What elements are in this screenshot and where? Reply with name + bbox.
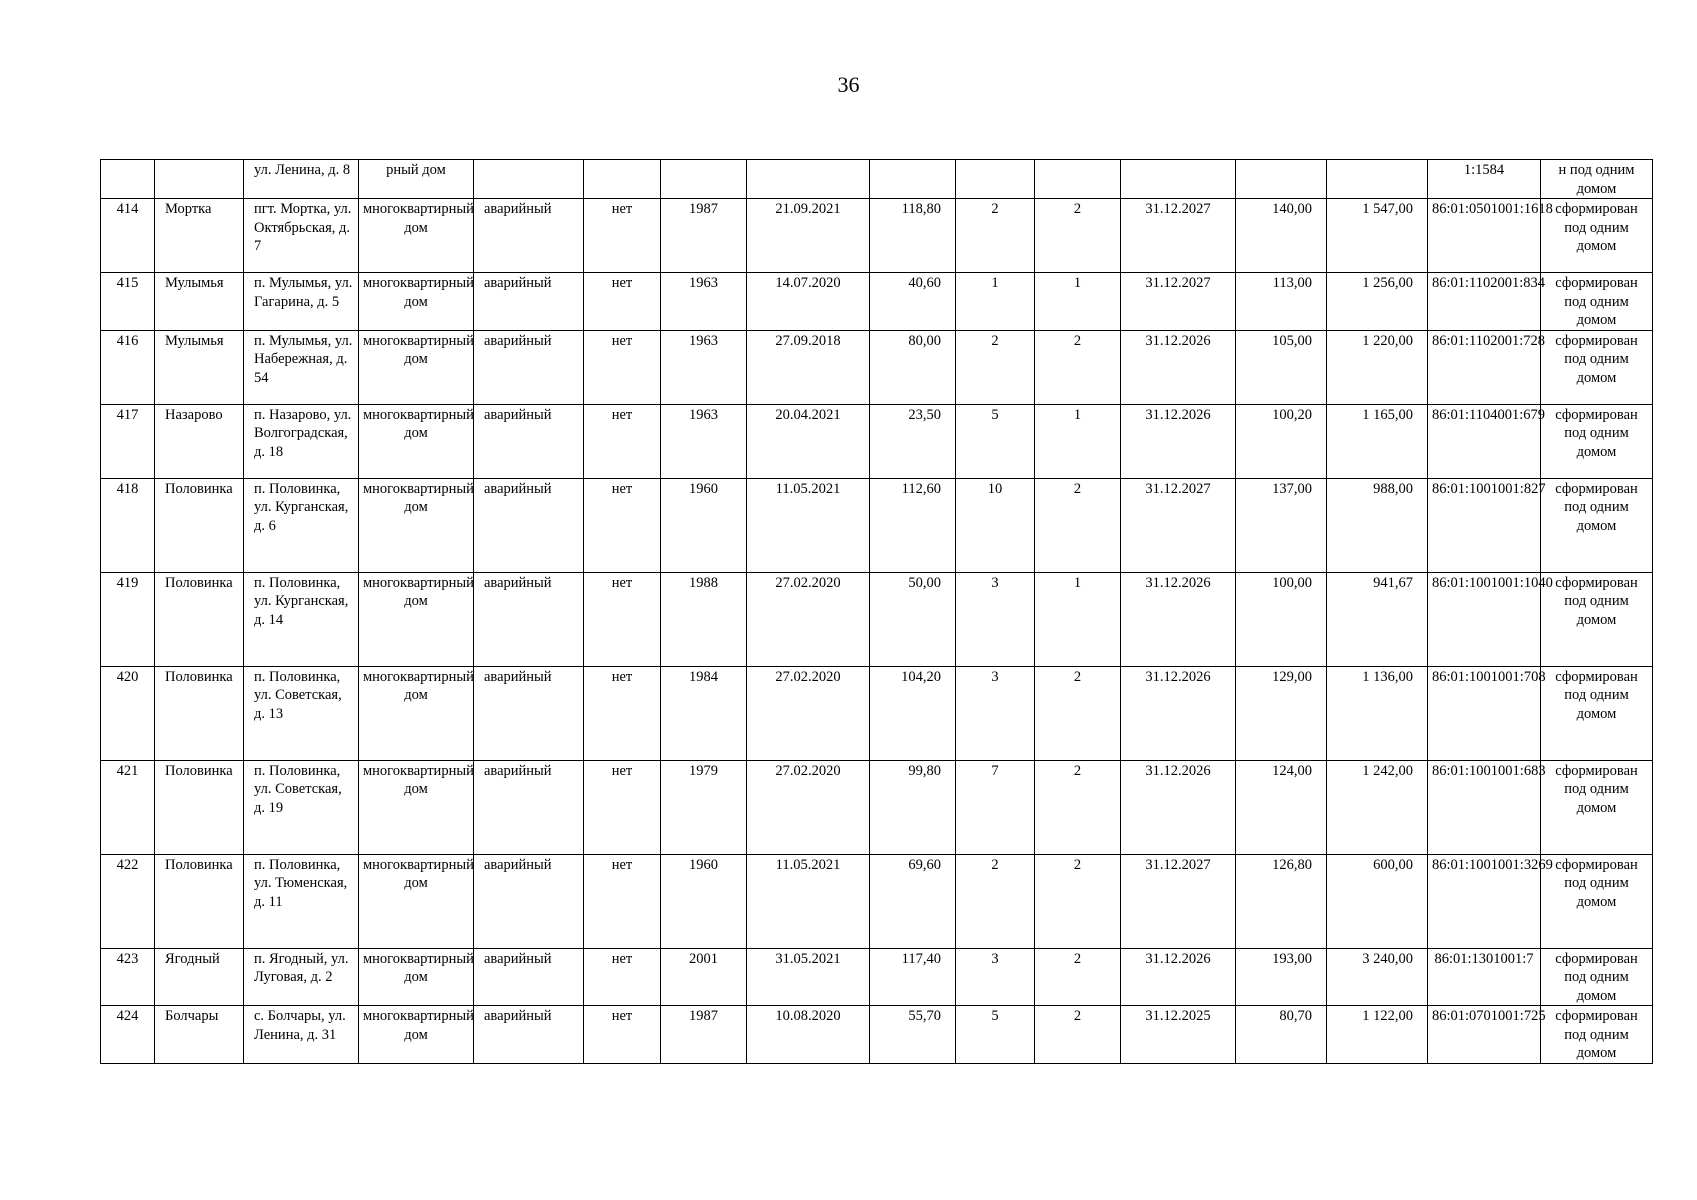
cost-cell: 1 256,00 — [1327, 273, 1428, 331]
table-row — [101, 854, 1653, 948]
status-cell: аварийный — [474, 666, 584, 760]
land-status-cell: н под одним домом — [1541, 160, 1653, 199]
year-cell: 1960 — [661, 854, 747, 948]
row-number-cell: 415 — [101, 273, 155, 331]
flag-cell: нет — [584, 199, 661, 273]
address-cell: п. Мулымья, ул. Набережная, д. 54 — [244, 330, 359, 404]
residents-cell — [956, 160, 1035, 199]
recognition-date-cell: 27.09.2018 — [747, 330, 870, 404]
address-cell: п. Половинка, ул. Тюменская, д. 11 — [244, 854, 359, 948]
area-cell: 69,60 — [870, 854, 956, 948]
house-type-cell: многоквартирный дом — [359, 666, 474, 760]
recognition-date-cell: 20.04.2021 — [747, 404, 870, 478]
flag-cell: нет — [584, 948, 661, 1006]
flag-cell: нет — [584, 1006, 661, 1064]
apartments-cell: 2 — [1035, 1006, 1121, 1064]
land-area-cell: 113,00 — [1236, 273, 1327, 331]
residents-cell: 3 — [956, 572, 1035, 666]
row-number-cell: 414 — [101, 199, 155, 273]
settlement-cell: Мулымья — [155, 273, 244, 331]
deadline-cell: 31.12.2026 — [1121, 572, 1236, 666]
settlement-cell: Назарово — [155, 404, 244, 478]
cadastral-number-cell: 86:01:1001001:1040 — [1428, 572, 1541, 666]
table-row — [101, 478, 1653, 572]
land-area-cell: 124,00 — [1236, 760, 1327, 854]
house-type-cell: многоквартирный дом — [359, 330, 474, 404]
settlement-cell: Половинка — [155, 854, 244, 948]
area-cell: 118,80 — [870, 199, 956, 273]
row-number-cell — [101, 160, 155, 199]
year-cell: 2001 — [661, 948, 747, 1006]
status-cell: аварийный — [474, 330, 584, 404]
land-status-cell: сформирован под одним домом — [1541, 854, 1653, 948]
land-area-cell: 100,00 — [1236, 572, 1327, 666]
table-row — [101, 273, 1653, 331]
deadline-cell — [1121, 160, 1236, 199]
year-cell: 1987 — [661, 199, 747, 273]
settlement-cell — [155, 160, 244, 199]
status-cell: аварийный — [474, 404, 584, 478]
address-cell: ул. Ленина, д. 8 — [244, 160, 359, 199]
recognition-date-cell: 10.08.2020 — [747, 1006, 870, 1064]
row-number-cell: 424 — [101, 1006, 155, 1064]
house-type-cell: рный дом — [359, 160, 474, 199]
apartments-cell — [1035, 160, 1121, 199]
house-type-cell: многоквартирный дом — [359, 572, 474, 666]
land-status-cell: сформирован под одним домом — [1541, 404, 1653, 478]
table-row — [101, 948, 1653, 1006]
land-area-cell: 126,80 — [1236, 854, 1327, 948]
land-area-cell: 137,00 — [1236, 478, 1327, 572]
year-cell: 1979 — [661, 760, 747, 854]
apartments-cell: 1 — [1035, 404, 1121, 478]
status-cell: аварийный — [474, 854, 584, 948]
address-cell: п. Назарово, ул. Волгоградская, д. 18 — [244, 404, 359, 478]
apartments-cell: 2 — [1035, 760, 1121, 854]
settlement-cell: Мулымья — [155, 330, 244, 404]
cadastral-number-cell: 86:01:1301001:7 — [1428, 948, 1541, 1006]
status-cell: аварийный — [474, 273, 584, 331]
year-cell: 1963 — [661, 404, 747, 478]
recognition-date-cell: 27.02.2020 — [747, 572, 870, 666]
cadastral-number-cell: 86:01:1102001:834 — [1428, 273, 1541, 331]
address-cell: пгт. Мортка, ул. Октябрьская, д. 7 — [244, 199, 359, 273]
cost-cell: 1 136,00 — [1327, 666, 1428, 760]
table-row — [101, 160, 1653, 199]
cadastral-number-cell: 86:01:1102001:728 — [1428, 330, 1541, 404]
land-area-cell: 140,00 — [1236, 199, 1327, 273]
residents-cell: 2 — [956, 330, 1035, 404]
residents-cell: 2 — [956, 199, 1035, 273]
deadline-cell: 31.12.2026 — [1121, 760, 1236, 854]
status-cell: аварийный — [474, 199, 584, 273]
apartments-cell: 2 — [1035, 854, 1121, 948]
year-cell: 1963 — [661, 330, 747, 404]
flag-cell: нет — [584, 572, 661, 666]
residents-cell: 2 — [956, 854, 1035, 948]
area-cell: 117,40 — [870, 948, 956, 1006]
land-status-cell: сформирован под одним домом — [1541, 948, 1653, 1006]
table-row — [101, 330, 1653, 404]
settlement-cell: Мортка — [155, 199, 244, 273]
cadastral-number-cell: 86:01:1104001:679 — [1428, 404, 1541, 478]
land-status-cell: сформирован под одним домом — [1541, 572, 1653, 666]
house-type-cell: многоквартирный дом — [359, 948, 474, 1006]
status-cell: аварийный — [474, 948, 584, 1006]
settlement-cell: Половинка — [155, 478, 244, 572]
status-cell: аварийный — [474, 478, 584, 572]
status-cell: аварийный — [474, 572, 584, 666]
address-cell: п. Мулымья, ул. Гагарина, д. 5 — [244, 273, 359, 331]
residents-cell: 10 — [956, 478, 1035, 572]
deadline-cell: 31.12.2026 — [1121, 948, 1236, 1006]
cadastral-number-cell: 86:01:1001001:708 — [1428, 666, 1541, 760]
settlement-cell: Половинка — [155, 760, 244, 854]
cost-cell: 1 547,00 — [1327, 199, 1428, 273]
year-cell — [661, 160, 747, 199]
recognition-date-cell: 31.05.2021 — [747, 948, 870, 1006]
row-number-cell: 420 — [101, 666, 155, 760]
row-number-cell: 418 — [101, 478, 155, 572]
house-type-cell: многоквартирный дом — [359, 404, 474, 478]
house-type-cell: многоквартирный дом — [359, 478, 474, 572]
area-cell: 112,60 — [870, 478, 956, 572]
year-cell: 1988 — [661, 572, 747, 666]
row-number-cell: 417 — [101, 404, 155, 478]
flag-cell: нет — [584, 478, 661, 572]
settlement-cell: Ягодный — [155, 948, 244, 1006]
house-type-cell: многоквартирный дом — [359, 1006, 474, 1064]
house-type-cell: многоквартирный дом — [359, 199, 474, 273]
land-status-cell: сформирован под одним домом — [1541, 1006, 1653, 1064]
flag-cell: нет — [584, 404, 661, 478]
table-row — [101, 1006, 1653, 1064]
status-cell: аварийный — [474, 1006, 584, 1064]
year-cell: 1984 — [661, 666, 747, 760]
flag-cell — [584, 160, 661, 199]
land-area-cell: 105,00 — [1236, 330, 1327, 404]
land-status-cell: сформирован под одним домом — [1541, 760, 1653, 854]
status-cell: аварийный — [474, 760, 584, 854]
apartments-cell: 2 — [1035, 948, 1121, 1006]
residents-cell: 7 — [956, 760, 1035, 854]
deadline-cell: 31.12.2026 — [1121, 330, 1236, 404]
deadline-cell: 31.12.2027 — [1121, 478, 1236, 572]
row-number-cell: 422 — [101, 854, 155, 948]
land-status-cell: сформирован под одним домом — [1541, 478, 1653, 572]
address-cell: п. Половинка, ул. Советская, д. 13 — [244, 666, 359, 760]
year-cell: 1960 — [661, 478, 747, 572]
deadline-cell: 31.12.2026 — [1121, 404, 1236, 478]
table-row — [101, 404, 1653, 478]
deadline-cell: 31.12.2027 — [1121, 199, 1236, 273]
cadastral-number-cell: 86:01:1001001:683 — [1428, 760, 1541, 854]
table-row — [101, 760, 1653, 854]
address-cell: п. Половинка, ул. Курганская, д. 14 — [244, 572, 359, 666]
cadastral-number-cell: 86:01:0701001:725 — [1428, 1006, 1541, 1064]
cost-cell: 1 165,00 — [1327, 404, 1428, 478]
settlement-cell: Болчары — [155, 1006, 244, 1064]
area-cell: 23,50 — [870, 404, 956, 478]
table-row — [101, 199, 1653, 273]
cost-cell: 3 240,00 — [1327, 948, 1428, 1006]
area-cell: 50,00 — [870, 572, 956, 666]
house-type-cell: многоквартирный дом — [359, 760, 474, 854]
flag-cell: нет — [584, 330, 661, 404]
row-number-cell: 419 — [101, 572, 155, 666]
apartments-cell: 2 — [1035, 666, 1121, 760]
recognition-date-cell: 21.09.2021 — [747, 199, 870, 273]
area-cell: 104,20 — [870, 666, 956, 760]
area-cell: 55,70 — [870, 1006, 956, 1064]
recognition-date-cell: 27.02.2020 — [747, 760, 870, 854]
address-cell: п. Ягодный, ул. Луговая, д. 2 — [244, 948, 359, 1006]
land-area-cell: 129,00 — [1236, 666, 1327, 760]
land-area-cell: 80,70 — [1236, 1006, 1327, 1064]
recognition-date-cell: 27.02.2020 — [747, 666, 870, 760]
land-status-cell: сформирован под одним домом — [1541, 666, 1653, 760]
status-cell — [474, 160, 584, 199]
deadline-cell: 31.12.2026 — [1121, 666, 1236, 760]
area-cell: 80,00 — [870, 330, 956, 404]
residents-cell: 3 — [956, 666, 1035, 760]
cadastral-number-cell: 86:01:1001001:827 — [1428, 478, 1541, 572]
cadastral-number-cell: 1:1584 — [1428, 160, 1541, 199]
house-type-cell: многоквартирный дом — [359, 854, 474, 948]
recognition-date-cell: 11.05.2021 — [747, 854, 870, 948]
land-area-cell: 100,20 — [1236, 404, 1327, 478]
area-cell: 99,80 — [870, 760, 956, 854]
area-cell — [870, 160, 956, 199]
cost-cell: 941,67 — [1327, 572, 1428, 666]
deadline-cell: 31.12.2027 — [1121, 854, 1236, 948]
cost-cell: 1 242,00 — [1327, 760, 1428, 854]
address-cell: п. Половинка, ул. Курганская, д. 6 — [244, 478, 359, 572]
residents-cell: 1 — [956, 273, 1035, 331]
residents-cell: 5 — [956, 404, 1035, 478]
recognition-date-cell: 11.05.2021 — [747, 478, 870, 572]
deadline-cell: 31.12.2027 — [1121, 273, 1236, 331]
residents-cell: 3 — [956, 948, 1035, 1006]
apartments-cell: 2 — [1035, 199, 1121, 273]
row-number-cell: 421 — [101, 760, 155, 854]
row-number-cell: 423 — [101, 948, 155, 1006]
settlement-cell: Половинка — [155, 572, 244, 666]
land-status-cell: сформирован под одним домом — [1541, 330, 1653, 404]
apartments-cell: 2 — [1035, 478, 1121, 572]
land-status-cell: сформирован под одним домом — [1541, 199, 1653, 273]
housing-registry-table — [100, 159, 1653, 1064]
cost-cell: 600,00 — [1327, 854, 1428, 948]
row-number-cell: 416 — [101, 330, 155, 404]
year-cell: 1963 — [661, 273, 747, 331]
house-type-cell: многоквартирный дом — [359, 273, 474, 331]
recognition-date-cell — [747, 160, 870, 199]
settlement-cell: Половинка — [155, 666, 244, 760]
cadastral-number-cell: 86:01:1001001:3269 — [1428, 854, 1541, 948]
land-status-cell: сформирован под одним домом — [1541, 273, 1653, 331]
flag-cell: нет — [584, 854, 661, 948]
apartments-cell: 1 — [1035, 273, 1121, 331]
cadastral-number-cell: 86:01:0501001:1618 — [1428, 199, 1541, 273]
area-cell: 40,60 — [870, 273, 956, 331]
address-cell: п. Половинка, ул. Советская, д. 19 — [244, 760, 359, 854]
page-number: 36 — [837, 72, 860, 97]
address-cell: с. Болчары, ул. Ленина, д. 31 — [244, 1006, 359, 1064]
land-area-cell: 193,00 — [1236, 948, 1327, 1006]
recognition-date-cell: 14.07.2020 — [747, 273, 870, 331]
cost-cell — [1327, 160, 1428, 199]
residents-cell: 5 — [956, 1006, 1035, 1064]
apartments-cell: 2 — [1035, 330, 1121, 404]
cost-cell: 1 220,00 — [1327, 330, 1428, 404]
flag-cell: нет — [584, 273, 661, 331]
cost-cell: 1 122,00 — [1327, 1006, 1428, 1064]
flag-cell: нет — [584, 666, 661, 760]
deadline-cell: 31.12.2025 — [1121, 1006, 1236, 1064]
table-row — [101, 572, 1653, 666]
flag-cell: нет — [584, 760, 661, 854]
cost-cell: 988,00 — [1327, 478, 1428, 572]
registry-body — [101, 160, 1653, 1064]
apartments-cell: 1 — [1035, 572, 1121, 666]
table-row — [101, 666, 1653, 760]
land-area-cell — [1236, 160, 1327, 199]
year-cell: 1987 — [661, 1006, 747, 1064]
